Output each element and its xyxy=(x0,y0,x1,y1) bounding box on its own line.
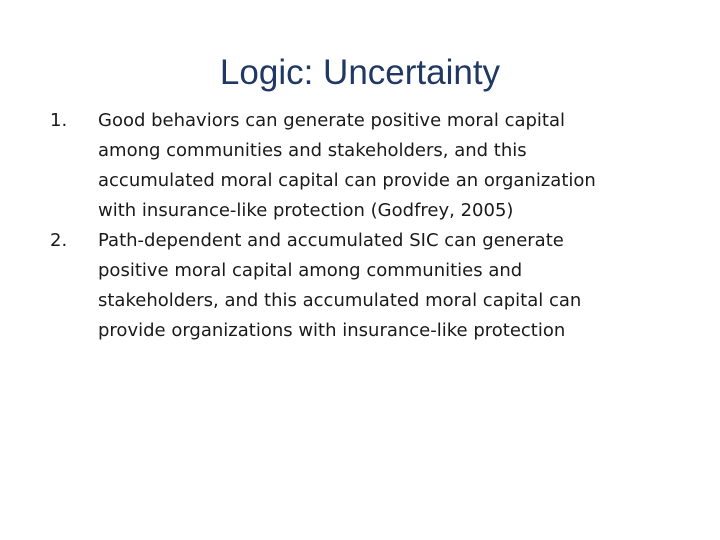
list-item-1 xyxy=(50,106,670,226)
text-line: positive moral capital among communities and xyxy=(98,260,523,281)
text-line: provide organizations with insurance-like protection xyxy=(98,320,566,341)
text-line: with insurance-like protection (Godfrey, 2005) xyxy=(98,200,514,221)
text-line: among communities and stakeholders, and this xyxy=(98,140,527,161)
list-item-number: 2. xyxy=(50,230,68,251)
list-item-number: 1. xyxy=(50,110,68,131)
text-line: Good behaviors can generate positive moral capital xyxy=(98,110,566,131)
text-line: accumulated moral capital can provide an organization xyxy=(98,170,596,191)
slide-title: Logic: Uncertainty xyxy=(219,53,501,92)
list-item-2 xyxy=(50,226,670,346)
text-line: Path-dependent and accumulated SIC can generate xyxy=(98,230,564,251)
numbered-list xyxy=(50,106,670,346)
list-item-text xyxy=(98,226,670,346)
text-line: stakeholders, and this accumulated moral capital can xyxy=(98,290,582,311)
list-item-text xyxy=(98,106,670,226)
